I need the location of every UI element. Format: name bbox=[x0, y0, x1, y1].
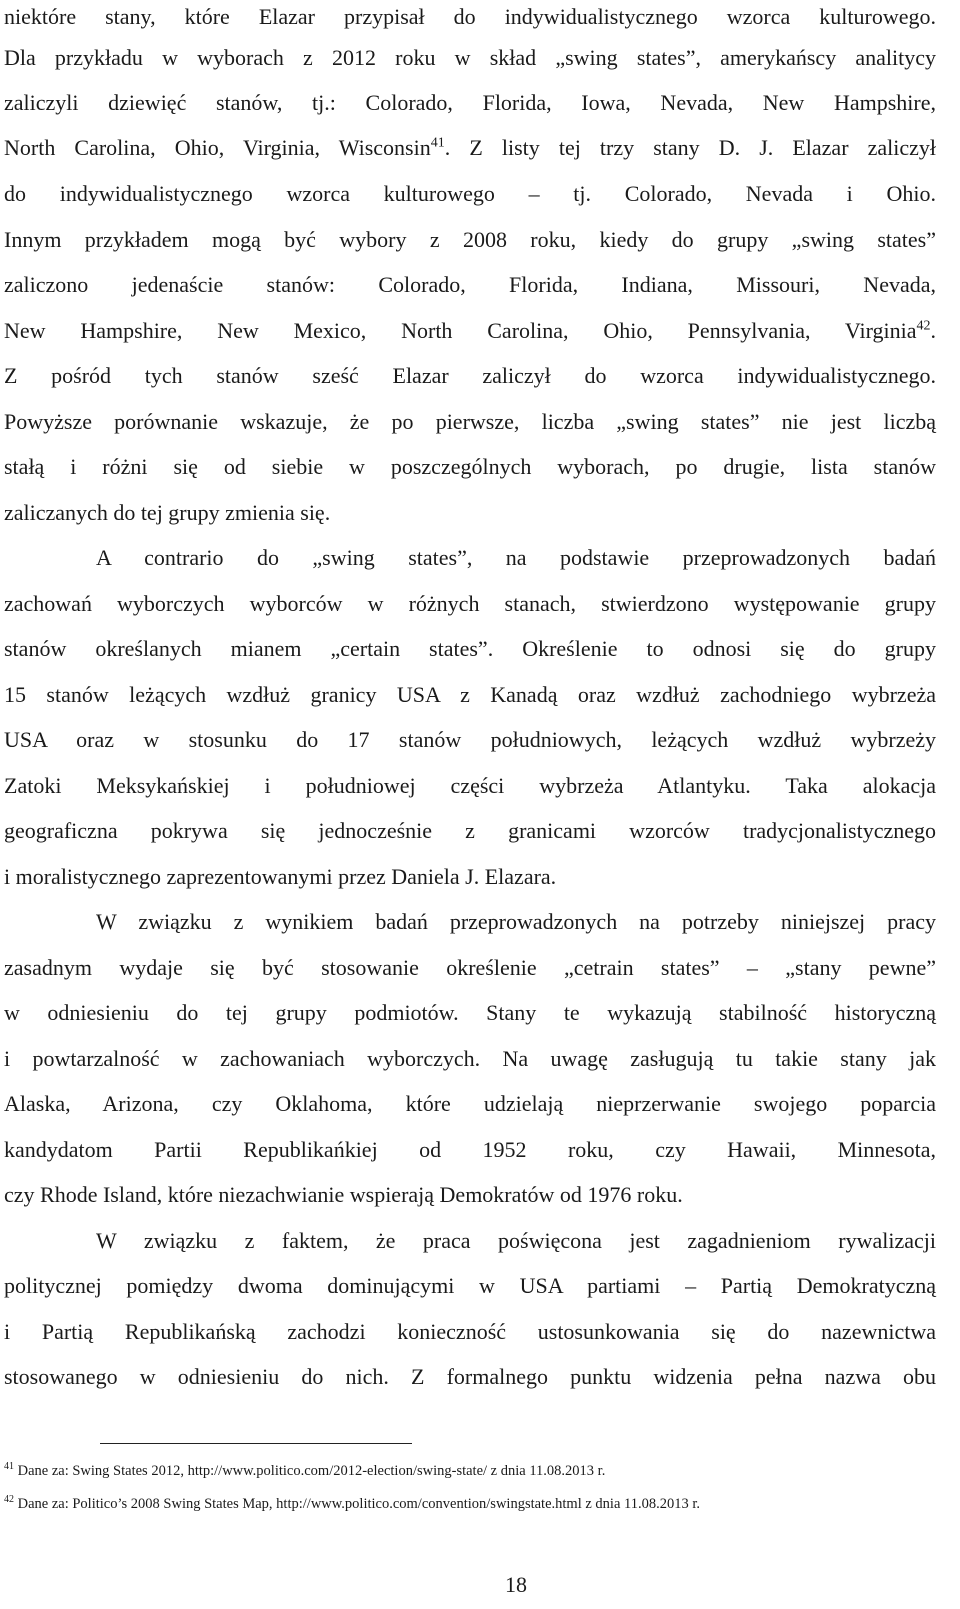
text-line: geograficzna pokrywa się jednocześnie z granicami wzorców tradycjonalistycznego bbox=[4, 818, 936, 843]
text-line: 15 stanów leżących wzdłuż granicy USA z Kanadą oraz wzdłuż zachodniego wybrzeża bbox=[4, 682, 936, 707]
paragraph-first-line: A contrario do „swing states”, na podstawie przeprowadzonych badań bbox=[96, 545, 936, 570]
text-segment: . Z listy tej trzy stany D. J. Elazar zaliczył bbox=[444, 135, 936, 160]
text-line: czy Rhode Island, które niezachwianie wspierają Demokratów od 1976 roku. bbox=[4, 1182, 683, 1207]
page-number: 18 bbox=[505, 1572, 527, 1597]
text-line: i powtarzalność w zachowaniach wyborczych. Na uwagę zasługują tu takie stany jak bbox=[4, 1046, 936, 1071]
text-line: Dla przykładu w wyborach z 2012 roku w skład „swing states”, amerykańscy analitycy bbox=[4, 45, 936, 70]
footnote-number: 42 bbox=[4, 1494, 14, 1506]
text-line: Alaska, Arizona, czy Oklahoma, które udzielają nieprzerwanie swojego poparcia bbox=[4, 1091, 936, 1116]
text-line bbox=[4, 314, 936, 348]
text-segment: New Hampshire, New Mexico, North Carolina, Ohio, Pennsylvania, Virginia bbox=[4, 318, 917, 343]
footnote-separator bbox=[100, 1443, 412, 1444]
footnote bbox=[4, 1494, 944, 1514]
text-segment: . bbox=[930, 318, 936, 343]
text-line: niektóre stany, które Elazar przypisał do indywidualistycznego wzorca kulturowego. bbox=[4, 4, 936, 29]
text-line: politycznej pomiędzy dwoma dominującymi w USA partiami – Partią Demokratyczną bbox=[4, 1273, 936, 1298]
footnote-text: Dane za: Politico’s 2008 Swing States Map, http://www.politico.com/convention/swingstate.html z dnia 11.08.2013 r. bbox=[14, 1496, 700, 1512]
text-line: zaliczanych do tej grupy zmienia się. bbox=[4, 500, 331, 525]
footnote bbox=[4, 1461, 944, 1481]
footnote-text: Dane za: Swing States 2012, http://www.politico.com/2012-election/swing-state/ z dnia 11.08.2013 r. bbox=[14, 1463, 606, 1479]
text-line: zasadnym wydaje się być stosowanie określenie „cetrain states” – „stany pewne” bbox=[4, 955, 936, 980]
text-line: kandydatom Partii Republikańkiej od 1952 roku, czy Hawaii, Minnesota, bbox=[4, 1137, 936, 1162]
text-line bbox=[4, 131, 936, 165]
text-line: USA oraz w stosunku do 17 stanów południowych, leżących wzdłuż wybrzeży bbox=[4, 727, 936, 752]
text-line: zachowań wyborczych wyborców w różnych stanach, stwierdzono występowanie grupy bbox=[4, 591, 936, 616]
text-line: zaliczono jedenaście stanów: Colorado, Florida, Indiana, Missouri, Nevada, bbox=[4, 272, 936, 297]
footnote-ref: 41 bbox=[430, 135, 445, 151]
text-line: Z pośród tych stanów sześć Elazar zaliczył do wzorca indywidualistycznego. bbox=[4, 363, 936, 388]
paragraph-first-line: W związku z faktem, że praca poświęcona jest zagadnieniom rywalizacji bbox=[96, 1228, 936, 1253]
text-line: stanów określanych mianem „certain states”. Określenie to odnosi się do grupy bbox=[4, 636, 936, 661]
text-line: stałą i różni się od siebie w poszczególnych wyborach, po drugie, lista stanów bbox=[4, 454, 936, 479]
footnote-ref: 42 bbox=[916, 318, 931, 334]
text-line: Innym przykładem mogą być wybory z 2008 roku, kiedy do grupy „swing states” bbox=[4, 227, 936, 252]
text-segment: North Carolina, Ohio, Virginia, Wisconsin bbox=[4, 135, 431, 160]
paragraph-first-line: W związku z wynikiem badań przeprowadzonych na potrzeby niniejszej pracy bbox=[96, 909, 936, 934]
text-line: do indywidualistycznego wzorca kulturowego – tj. Colorado, Nevada i Ohio. bbox=[4, 181, 936, 206]
text-line: stosowanego w odniesieniu do nich. Z formalnego punktu widzenia pełna nazwa obu bbox=[4, 1364, 936, 1389]
text-line: i Partią Republikańską zachodzi konieczność ustosunkowania się do nazewnictwa bbox=[4, 1319, 936, 1344]
text-line: i moralistycznego zaprezentowanymi przez Daniela J. Elazara. bbox=[4, 864, 557, 889]
footnote-number: 41 bbox=[4, 1461, 14, 1473]
text-line: w odniesieniu do tej grupy podmiotów. Stany te wykazują stabilność historyczną bbox=[4, 1000, 936, 1025]
text-line: Powyższe porównanie wskazuje, że po pierwsze, liczba „swing states” nie jest liczbą bbox=[4, 409, 936, 434]
text-line: Zatoki Meksykańskiej i południowej części wybrzeża Atlantyku. Taka alokacja bbox=[4, 773, 936, 798]
text-line: zaliczyli dziewięć stanów, tj.: Colorado, Florida, Iowa, Nevada, New Hampshire, bbox=[4, 90, 936, 115]
